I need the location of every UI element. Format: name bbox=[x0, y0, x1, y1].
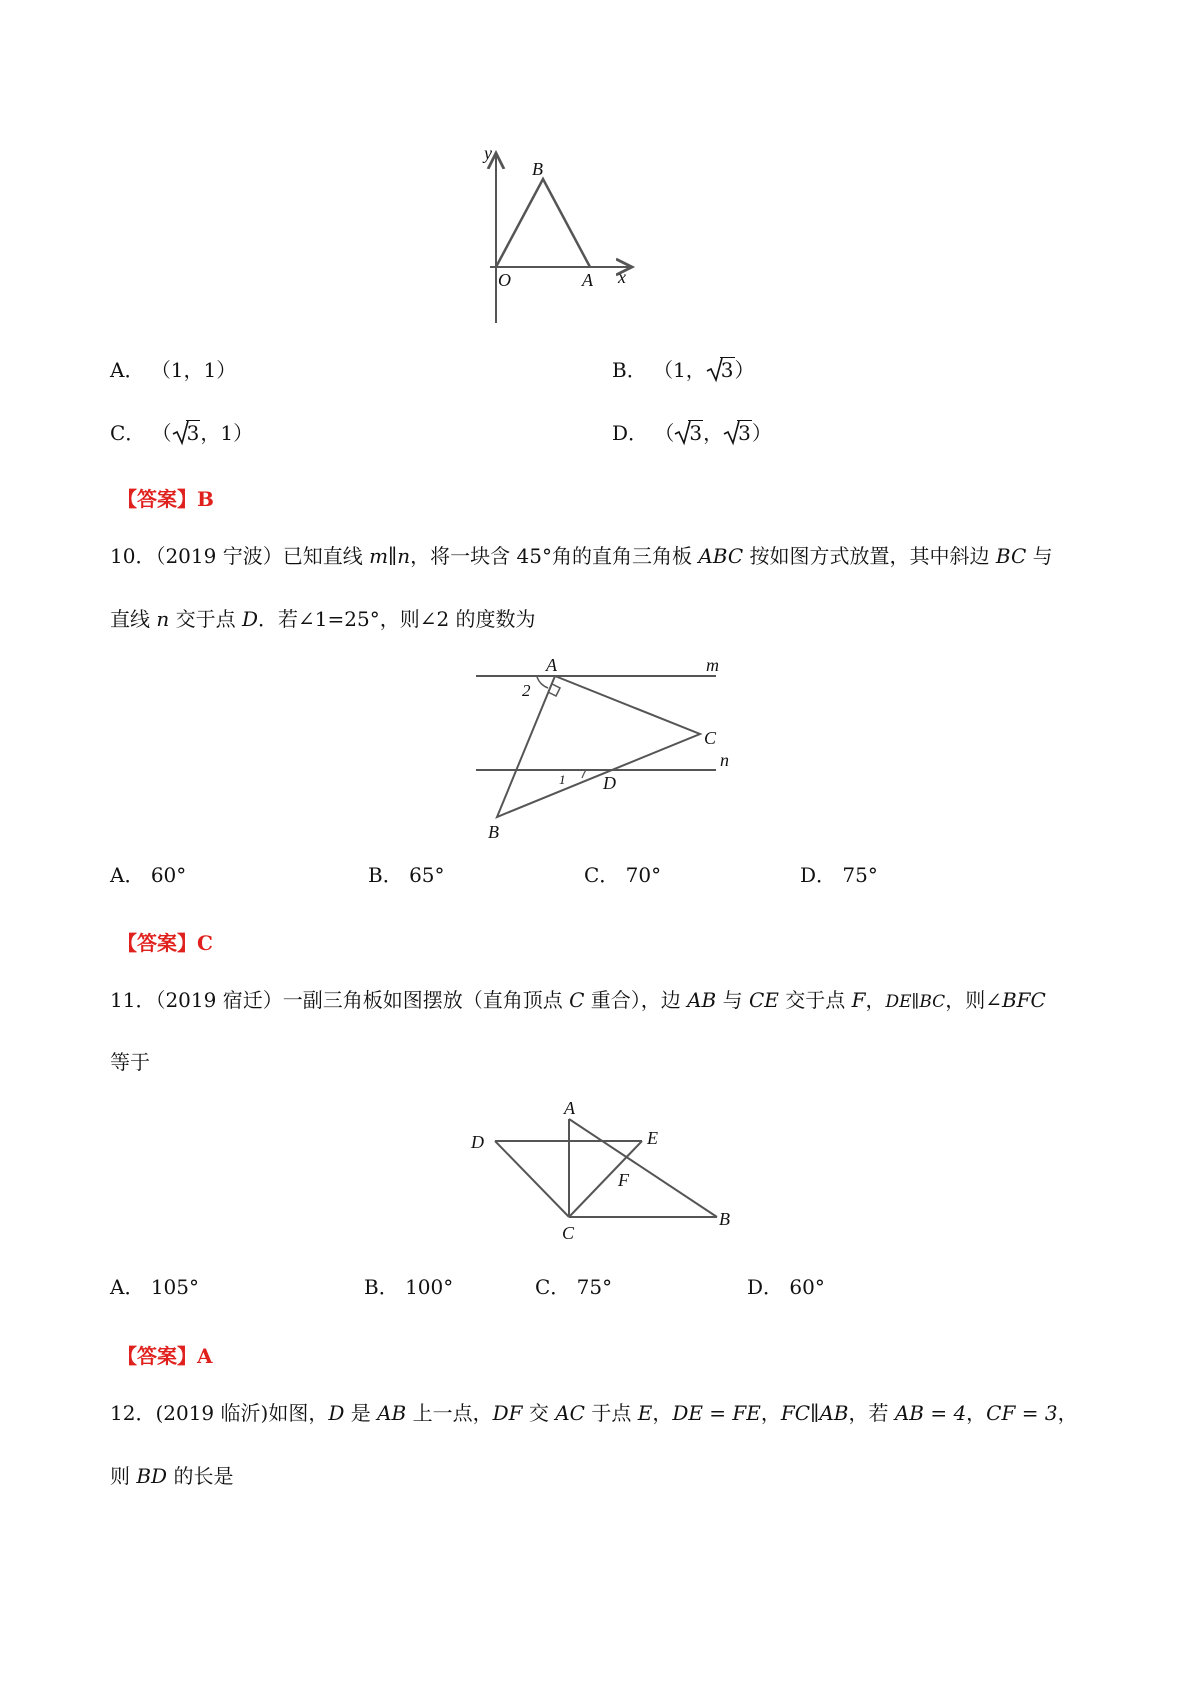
label-n: n bbox=[720, 750, 729, 770]
q10-option-a: A． 60° bbox=[110, 863, 187, 887]
segment-ce bbox=[569, 1141, 642, 1217]
q11-answer: 【答案】A bbox=[117, 1344, 213, 1368]
segment-dc bbox=[495, 1141, 569, 1217]
q11-stem-line2: 等于 bbox=[110, 1050, 150, 1074]
triangle-oba bbox=[496, 179, 590, 267]
q11-option-a: A． 105° bbox=[110, 1275, 199, 1299]
q11-stem-line1: 11．（2019 宿迁）一副三角板如图摆放（直角顶点 C 重合），边 AB 与 CE 交于点 F，DE∥BC，则∠BFC bbox=[110, 988, 1046, 1012]
q9-option-a: A． （1，1） bbox=[110, 358, 237, 382]
label-x: x bbox=[618, 267, 626, 287]
segment-ab bbox=[569, 1119, 717, 1217]
q10-option-c: C． 70° bbox=[584, 863, 662, 887]
label-c: C bbox=[562, 1223, 575, 1243]
label-1: 1 bbox=[559, 772, 566, 787]
q11-option-b: B． 100° bbox=[364, 1275, 454, 1299]
angle-2-arc bbox=[537, 677, 548, 688]
label-c: C bbox=[704, 728, 717, 748]
label-y: y bbox=[484, 143, 492, 163]
q12-stem-line2: 则 BD 的长是 bbox=[110, 1464, 234, 1488]
q11-figure bbox=[465, 1100, 745, 1250]
label-b: B bbox=[532, 159, 543, 179]
label-a: A bbox=[564, 1098, 575, 1118]
label-b: B bbox=[719, 1209, 730, 1229]
label-2: 2 bbox=[522, 681, 531, 700]
label-a: A bbox=[546, 655, 557, 675]
label-e: E bbox=[647, 1128, 658, 1148]
label-o: O bbox=[498, 270, 511, 290]
label-b: B bbox=[488, 822, 499, 842]
q11-option-d: D． 60° bbox=[747, 1275, 825, 1299]
q10-stem-line1: 10．（2019 宁波）已知直线 m∥n，将一块含 45°角的直角三角板 ABC 按如图方式放置，其中斜边 BC 与 bbox=[110, 544, 1053, 568]
q10-stem-line2: 直线 n 交于点 D．若∠1=25°，则∠2 的度数为 bbox=[110, 607, 536, 631]
label-d: D bbox=[603, 773, 616, 793]
q9-option-d: D． （ 3， 3） bbox=[612, 421, 772, 445]
q9-option-b: B． （1， 3） bbox=[612, 358, 755, 382]
q10-option-d: D． 75° bbox=[800, 863, 878, 887]
q10-answer: 【答案】C bbox=[117, 931, 213, 955]
label-f: F bbox=[618, 1170, 629, 1190]
q9-figure bbox=[484, 143, 650, 325]
angle-1-arc bbox=[582, 770, 586, 778]
q11-option-c: C． 75° bbox=[535, 1275, 613, 1299]
q10-figure bbox=[470, 650, 740, 850]
label-a: A bbox=[582, 270, 593, 290]
q12-stem-line1: 12．(2019 临沂)如图，D 是 AB 上一点，DF 交 AC 于点 E，DE = FE，FC∥AB，若 AB = 4，CF = 3， bbox=[110, 1401, 1078, 1425]
label-d: D bbox=[471, 1132, 484, 1152]
q9-answer: 【答案】B bbox=[117, 487, 214, 511]
q10-option-b: B． 65° bbox=[368, 863, 445, 887]
q9-option-c: C． （ 3，1） bbox=[110, 421, 254, 445]
label-m: m bbox=[706, 655, 719, 675]
